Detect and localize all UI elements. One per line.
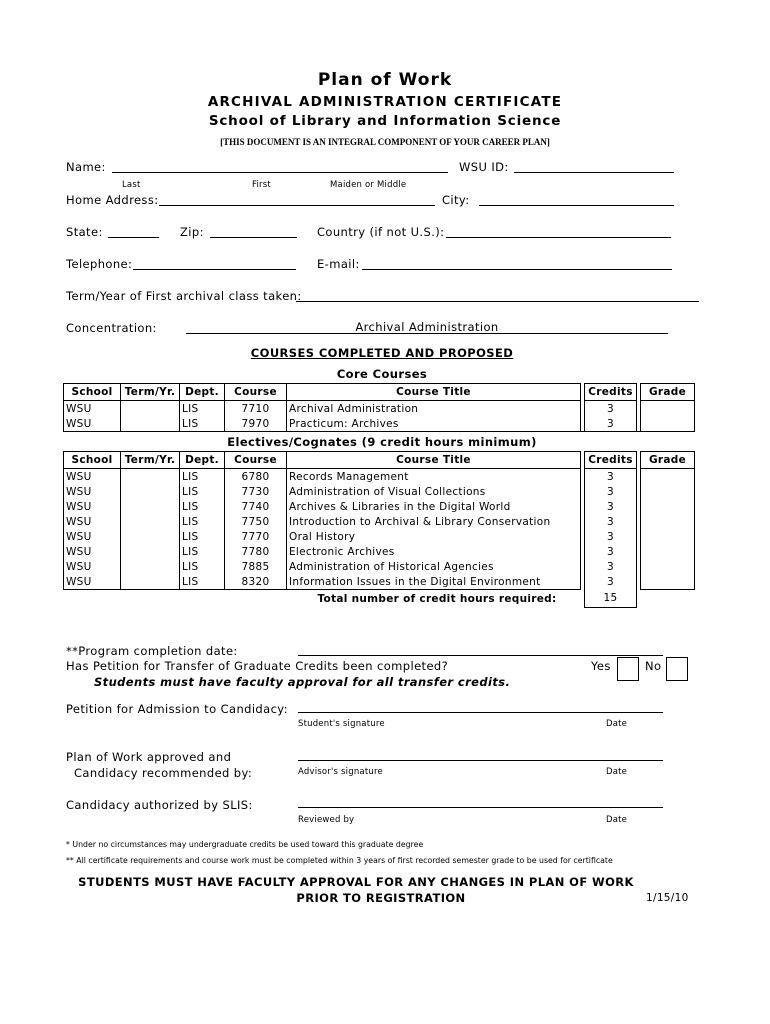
course-cell: 7970 [225,416,287,432]
city-label: City: [442,193,470,207]
grade-cell[interactable] [641,514,695,529]
credits-cell: 3 [585,514,637,529]
dept-cell: LIS [180,401,225,417]
core-header-row [64,384,695,401]
table-row [64,574,695,590]
telephone-label: Telephone: [66,257,133,271]
prior-registration-warning: PRIOR TO REGISTRATION [296,891,466,905]
maiden-name-hint: Maiden or Middle [330,180,407,190]
term-year-label: Term/Year of First archival class taken: [66,289,302,303]
school-cell: WSU [64,469,121,485]
course-cell: 7730 [225,484,287,499]
reviewer-date-caption: Date [606,815,628,825]
course-cell: 7710 [225,401,287,417]
term-cell[interactable] [121,529,180,544]
term-cell[interactable] [121,544,180,559]
credits-cell: 3 [585,574,637,590]
table-row [64,559,695,574]
school-cell: WSU [64,484,121,499]
grade-cell[interactable] [641,484,695,499]
email-label: E-mail: [317,257,360,271]
course-title-cell: Records Management [287,469,581,485]
footnote-three-years: ** All certificate requirements and course work must be completed within 3 years of first recorded semester grade to be used for certificate [66,856,613,865]
dept-cell: LIS [180,544,225,559]
wsu-id-line[interactable] [514,172,674,173]
integral-notice: [THIS DOCUMENT IS AN INTEGRAL COMPONENT OF YOUR CAREER PLAN] [220,137,550,147]
no-label: No [645,659,662,673]
student-date-caption: Date [606,719,628,729]
header-term: Term/Yr. [121,452,180,469]
page-title: Plan of Work [317,70,453,90]
advisor-signature-caption: Advisor's signature [298,767,383,777]
electives-title: Electives/Cognates (9 credit hours minimum) [227,435,537,449]
credits-cell: 3 [585,401,637,417]
credits-cell: 3 [585,559,637,574]
home-address-label: Home Address: [66,193,159,207]
term-cell[interactable] [121,514,180,529]
transfer-approval-note: Students must have faculty approval for all transfer credits. [94,675,511,689]
wsu-id-label: WSU ID: [459,160,509,174]
first-name-hint: First [252,180,271,190]
school-title: School of Library and Information Science [208,113,562,129]
dept-cell: LIS [180,416,225,432]
state-label: State: [66,225,103,239]
program-completion-label: **Program completion date: [66,644,238,658]
course-cell: 8320 [225,574,287,590]
course-cell: 7770 [225,529,287,544]
course-title-cell: Administration of Historical Agencies [287,559,581,574]
program-completion-line[interactable] [298,655,663,656]
grade-cell[interactable] [641,559,695,574]
version-date: 1/15/10 [646,892,689,904]
footnote-undergraduate: * Under no circumstances may undergraduate credits be used toward this graduate degree [66,840,424,849]
last-name-hint: Last [122,180,141,190]
table-row [64,544,695,559]
zip-label: Zip: [180,225,204,239]
yes-label: Yes [591,659,611,673]
reviewer-signature-line[interactable] [298,807,663,808]
dept-cell: LIS [180,529,225,544]
school-cell: WSU [64,574,121,590]
country-line[interactable] [446,237,671,238]
total-credits-value: 15 [585,590,637,608]
grade-cell[interactable] [641,544,695,559]
term-cell[interactable] [121,416,180,432]
header-school: School [64,452,121,469]
header-dept: Dept. [180,384,225,401]
courses-section-title: COURSES COMPLETED AND PROPOSED [250,346,514,360]
header-dept: Dept. [180,452,225,469]
dept-cell: LIS [180,484,225,499]
core-courses-title: Core Courses [336,367,428,381]
term-cell[interactable] [121,484,180,499]
total-row [64,590,695,608]
credits-cell: 3 [585,499,637,514]
name-line[interactable] [112,172,448,173]
plan-approved-label: Plan of Work approved and [66,750,232,764]
total-credits-label: Total number of credit hours required: [317,592,557,605]
credits-cell: 3 [585,529,637,544]
term-cell[interactable] [121,559,180,574]
school-cell: WSU [64,544,121,559]
grade-cell[interactable] [641,529,695,544]
certificate-title: ARCHIVAL ADMINISTRATION CERTIFICATE [207,94,563,110]
credits-cell: 3 [585,469,637,485]
core-courses-table [63,383,695,432]
header-school: School [64,384,121,401]
grade-cell[interactable] [641,499,695,514]
zip-line[interactable] [210,237,297,238]
course-cell: 7780 [225,544,287,559]
reviewed-by-caption: Reviewed by [298,815,355,825]
dept-cell: LIS [180,469,225,485]
home-address-line[interactable] [159,205,435,206]
course-title-cell: Introduction to Archival & Library Conservation [287,514,581,529]
candidacy-recommended-label: Candidacy recommended by: [74,766,253,780]
table-row [64,499,695,514]
credits-cell: 3 [585,484,637,499]
grade-cell[interactable] [641,469,695,485]
dept-cell: LIS [180,559,225,574]
header-course: Course [225,452,287,469]
term-year-line[interactable] [296,301,699,302]
table-row [64,401,695,417]
credits-cell: 3 [585,544,637,559]
yes-checkbox[interactable] [617,657,639,681]
advisor-date-caption: Date [606,767,628,777]
table-row [64,514,695,529]
header-grade: Grade [641,384,695,401]
school-cell: WSU [64,499,121,514]
country-label: Country (if not U.S.): [317,225,445,239]
school-cell: WSU [64,416,121,432]
advisor-signature-line[interactable] [298,760,663,761]
course-title-cell: Information Issues in the Digital Environment [287,574,581,590]
course-title-cell: Archival Administration [287,401,581,417]
student-signature-caption: Student's signature [298,719,385,729]
dept-cell: LIS [180,514,225,529]
header-course: Course [225,384,287,401]
school-cell: WSU [64,559,121,574]
school-cell: WSU [64,401,121,417]
credits-cell: 3 [585,416,637,432]
candidacy-authorized-label: Candidacy authorized by SLIS: [66,798,253,812]
term-cell[interactable] [121,574,180,590]
course-cell: 7885 [225,559,287,574]
course-cell: 6780 [225,469,287,485]
table-row [64,416,695,432]
no-checkbox[interactable] [666,657,688,681]
dept-cell: LIS [180,499,225,514]
city-line[interactable] [479,205,674,206]
header-course-title: Course Title [287,452,581,469]
dept-cell: LIS [180,574,225,590]
term-cell[interactable] [121,401,180,417]
course-title-cell: Oral History [287,529,581,544]
telephone-line[interactable] [133,269,296,270]
course-title-cell: Archives & Libraries in the Digital World [287,499,581,514]
table-row [64,529,695,544]
course-cell: 7750 [225,514,287,529]
course-title-cell: Electronic Archives [287,544,581,559]
grade-cell[interactable] [641,574,695,590]
candidacy-petition-label: Petition for Admission to Candidacy: [66,702,288,716]
concentration-value: Archival Administration [355,320,499,334]
header-grade: Grade [641,452,695,469]
faculty-approval-warning: STUDENTS MUST HAVE FACULTY APPROVAL FOR ANY CHANGES IN PLAN OF WORK [78,875,634,889]
petition-transfer-question: Has Petition for Transfer of Graduate Credits been completed? [66,659,449,673]
school-cell: WSU [64,529,121,544]
grade-cell[interactable] [641,416,695,432]
grade-cell[interactable] [641,401,695,417]
header-term: Term/Yr. [121,384,180,401]
course-cell: 7740 [225,499,287,514]
course-title-cell: Practicum: Archives [287,416,581,432]
header-credits: Credits [585,452,637,469]
term-cell[interactable] [121,469,180,485]
term-cell[interactable] [121,499,180,514]
electives-table [63,451,695,608]
student-signature-line[interactable] [298,712,663,713]
concentration-label: Concentration: [66,321,157,335]
table-row [64,484,695,499]
header-credits: Credits [585,384,637,401]
school-cell: WSU [64,514,121,529]
table-row [64,469,695,485]
email-line[interactable] [362,269,672,270]
name-label: Name: [66,160,106,174]
header-course-title: Course Title [287,384,581,401]
state-line[interactable] [108,237,159,238]
electives-header-row [64,452,695,469]
course-title-cell: Administration of Visual Collections [287,484,581,499]
